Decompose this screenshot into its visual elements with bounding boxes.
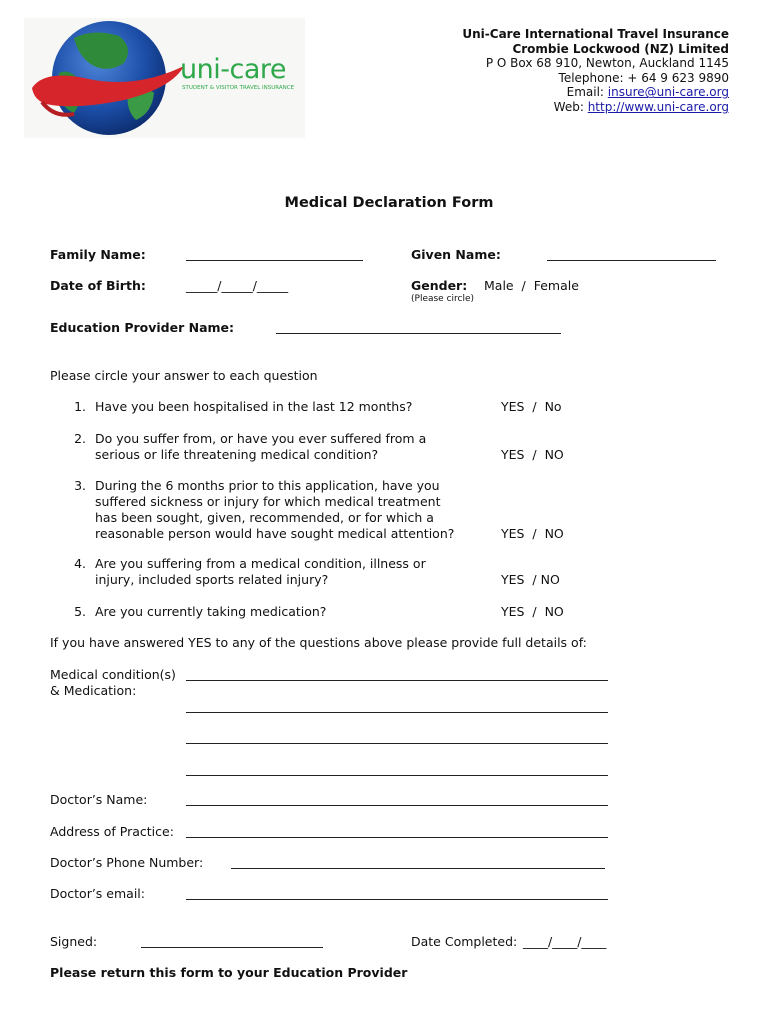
company-email-row (462, 85, 729, 100)
given-name-label: Given Name: (411, 247, 501, 262)
medical-details-line-4[interactable] (186, 775, 608, 776)
email-link[interactable]: insure@uni-care.org (607, 85, 729, 100)
company-info (462, 27, 729, 115)
question-3-line-4: reasonable person would have sought medical attention? (95, 526, 455, 541)
return-note: Please return this form to your Education Provider (50, 965, 408, 980)
doctor-name-field[interactable] (186, 805, 608, 806)
gender-hint: (Please circle) (411, 294, 475, 304)
question-4-number: 4. (74, 556, 86, 571)
question-5-number: 5. (74, 604, 86, 619)
date-completed-label: Date Completed: (411, 934, 518, 949)
company-name: Uni-Care International Travel Insurance (462, 27, 729, 41)
question-2-number: 2. (74, 431, 86, 446)
medical-details-line-3[interactable] (186, 743, 608, 744)
question-3-text (95, 478, 454, 542)
signature-field[interactable] (141, 947, 323, 948)
question-2-answer[interactable]: YES / NO (501, 447, 564, 462)
question-1-text (95, 399, 412, 415)
date-completed-field[interactable]: ____/____/____ (523, 934, 607, 949)
doctor-phone-field[interactable] (231, 868, 605, 869)
question-3-number: 3. (74, 478, 86, 493)
web-link[interactable]: http://www.uni-care.org (587, 99, 729, 114)
form-title: Medical Declaration Form (284, 195, 494, 211)
question-1-number: 1. (74, 399, 86, 414)
question-4-answer[interactable]: YES / NO (501, 572, 560, 587)
web-label: Web: (553, 99, 588, 114)
doctor-email-field[interactable] (186, 899, 608, 900)
practice-address-field[interactable] (186, 837, 608, 838)
dob-label: Date of Birth: (50, 278, 146, 293)
family-name-field[interactable] (186, 260, 363, 261)
company-subname: Crombie Lockwood (NZ) Limited (512, 41, 729, 56)
gender-options[interactable]: Male / Female (484, 278, 579, 293)
question-1-answer[interactable]: YES / No (501, 399, 562, 414)
education-provider-label: Education Provider Name: (50, 320, 235, 335)
question-2-text (95, 431, 426, 463)
doctor-name-label: Doctor’s Name: (50, 792, 148, 807)
question-2-line-2: serious or life threatening medical condition? (95, 447, 379, 462)
doctor-email-label: Doctor’s email: (50, 886, 145, 901)
email-label: Email: (566, 85, 608, 100)
education-provider-field[interactable] (276, 333, 561, 334)
dob-field[interactable]: _____/_____/_____ (186, 278, 289, 293)
details-instruction: If you have answered YES to any of the questions above please provide full details of: (50, 635, 587, 650)
family-name-label: Family Name: (50, 247, 146, 262)
question-4-line-1: Are you suffering from a medical condition, illness or (95, 556, 426, 571)
question-3-line-3: has been sought, given, recommended, or for which a (95, 510, 434, 525)
medical-details-line-1[interactable] (186, 680, 608, 681)
practice-address-label: Address of Practice: (50, 824, 174, 839)
given-name-field[interactable] (547, 260, 716, 261)
question-3-answer[interactable]: YES / NO (501, 526, 564, 541)
instruction-text: Please circle your answer to each question (50, 368, 318, 383)
question-1-line-1: Have you been hospitalised in the last 12 months? (95, 399, 413, 414)
medication-label: & Medication: (50, 683, 137, 698)
question-2-line-1: Do you suffer from, or have you ever suffered from a (95, 431, 427, 446)
question-5-line-1: Are you currently taking medication? (95, 604, 327, 619)
question-3-line-1: During the 6 months prior to this application, have you (95, 478, 440, 493)
logo-name: uni-care (180, 54, 286, 85)
company-address: P O Box 68 910, Newton, Auckland 1145 (485, 56, 729, 71)
medical-details-line-2[interactable] (186, 712, 608, 713)
question-4-text (95, 556, 426, 588)
company-telephone: Telephone: + 64 9 623 9890 (558, 70, 729, 85)
question-5-text (95, 604, 326, 620)
question-4-line-2: injury, included sports related injury? (95, 572, 329, 587)
company-web-row (462, 100, 729, 115)
signed-label: Signed: (50, 934, 98, 949)
gender-label: Gender: (411, 278, 468, 293)
question-5-answer[interactable]: YES / NO (501, 604, 564, 619)
logo-tagline: STUDENT & VISITOR TRAVEL INSURANCE (182, 85, 295, 91)
question-3-line-2: suffered sickness or injury for which medical treatment (95, 494, 441, 509)
medical-condition-label: Medical condition(s) (50, 667, 176, 682)
doctor-phone-label: Doctor’s Phone Number: (50, 855, 204, 870)
uni-care-logo (24, 18, 305, 138)
